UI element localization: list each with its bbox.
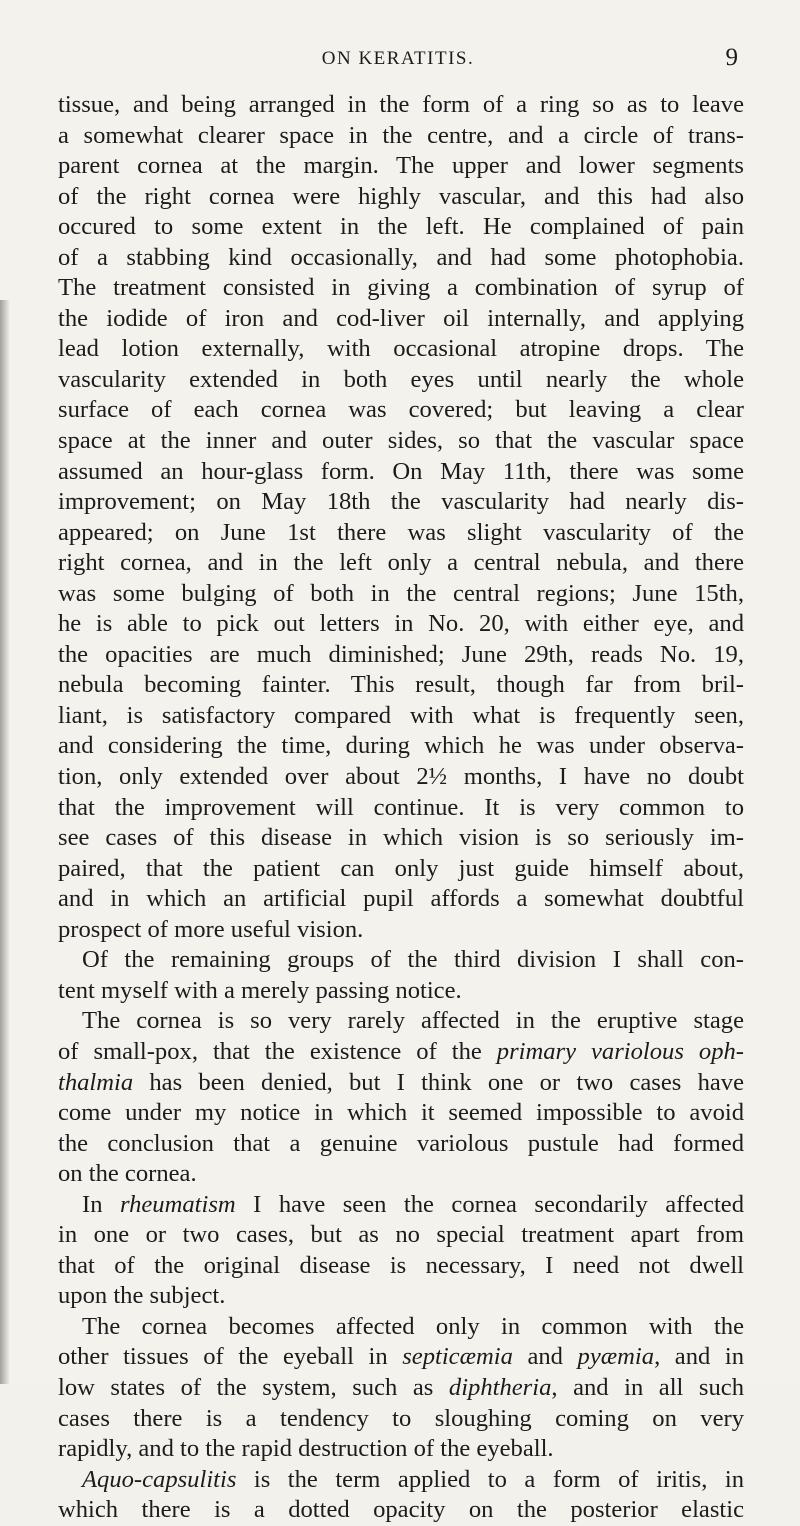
text-fragment: , and in (654, 1343, 744, 1371)
text-line: The treatment consisted in giving a combination of syrup of (58, 274, 744, 302)
text-line: that of the original disease is necessary, I need not dwell (58, 1251, 744, 1279)
body-text (58, 90, 744, 1526)
italic-term: Aquo-capsulitis (82, 1465, 237, 1493)
text-line: rapidly, and to the rapid destruction of the eyeball. (58, 1435, 554, 1463)
text-line (58, 1465, 744, 1496)
text-line: prospect of more useful vision. (58, 915, 364, 943)
text-fragment: is the term applied to a form of iritis, in (236, 1465, 744, 1493)
text-line: right cornea, and in the left only a central nebula, and there (58, 549, 744, 577)
text-line: see cases of this disease in which vision is so seriously im- (58, 824, 744, 852)
text-line: that the improvement will continue. It is very common to (58, 793, 744, 821)
text-line: the conclusion that a genuine variolous pustule had formed (58, 1129, 744, 1157)
text-line: The cornea becomes affected only in common with the (82, 1312, 744, 1340)
text-line: a somewhat clearer space in the centre, and a circle of trans- (58, 121, 744, 149)
italic-term: septicæmia (402, 1343, 513, 1371)
text-line: vascularity extended in both eyes until nearly the whole (58, 365, 744, 393)
text-line: Of the remaining groups of the third division I shall con- (82, 946, 744, 974)
text-line (58, 1190, 744, 1221)
text-line: in one or two cases, but as no special treatment apart from (58, 1221, 744, 1249)
text-line: improvement; on May 18th the vascularity had nearly dis- (58, 488, 744, 516)
text-line: space at the inner and outer sides, so that the vascular space (58, 427, 744, 455)
spine-shadow (0, 300, 10, 1384)
italic-term: primary variolous oph- (496, 1037, 744, 1065)
text-fragment: other tissues of the eyeball in (58, 1343, 403, 1371)
text-line (58, 1068, 744, 1099)
text-fragment: In (82, 1190, 120, 1218)
text-line: paired, that the patient can only just guide himself about, (58, 854, 744, 882)
text-line: nebula becoming fainter. This result, though far from bril- (58, 671, 744, 699)
text-line: assumed an hour-glass form. On May 11th, there was some (58, 457, 744, 485)
text-line: tissue, and being arranged in the form of a ring so as to leave (58, 91, 744, 118)
text-line (58, 1373, 744, 1404)
italic-term: rheumatism (119, 1190, 236, 1218)
italic-term: diphtheria (448, 1373, 552, 1401)
text-line: appeared; on June 1st there was slight vascularity of the (58, 518, 744, 546)
page-number: 9 (725, 44, 738, 71)
text-line: surface of each cornea was covered; but leaving a clear (58, 396, 744, 424)
text-fragment: has been denied, but I think one or two cases have (133, 1068, 744, 1096)
text-line: parent cornea at the margin. The upper and lower segments (58, 152, 744, 180)
text-line: the iodide of iron and cod-liver oil internally, and applying (58, 304, 744, 332)
text-line: of a stabbing kind occasionally, and had some photophobia. (58, 243, 744, 271)
text-line: and considering the time, during which he was under observa- (58, 732, 744, 760)
text-line: cases there is a tendency to sloughing coming on very (58, 1404, 744, 1432)
text-line: of the right cornea were highly vascular, and this had also (58, 182, 744, 210)
text-line: tent myself with a merely passing notice. (58, 976, 462, 1004)
text-line: upon the subject. (58, 1282, 226, 1310)
text-line: come under my notice in which it seemed impossible to avoid (58, 1099, 744, 1127)
text-line: on the cornea. (58, 1160, 197, 1188)
text-fragment: , and in all such (551, 1373, 744, 1401)
italic-term: thalmia (58, 1068, 134, 1096)
text-line: and in which an artificial pupil affords a somewhat doubtful (58, 885, 744, 913)
text-line: which there is a dotted opacity on the posterior elastic (58, 1496, 744, 1524)
running-head (58, 44, 738, 78)
text-line (58, 1342, 744, 1373)
text-fragment: low states of the system, such as (58, 1373, 449, 1401)
text-line: liant, is satisfactory compared with what is frequently seen, (58, 701, 744, 729)
text-fragment: of small-pox, that the existence of the (58, 1037, 497, 1065)
text-line: lead lotion externally, with occasional atropine drops. The (58, 335, 744, 363)
text-line: tion, only extended over about 2½ months, I have no doubt (58, 763, 744, 791)
text-fragment: I have seen the cornea secondarily affected (235, 1190, 744, 1218)
italic-term: pyæmia (577, 1343, 655, 1371)
text-line: The cornea is so very rarely affected in the eruptive stage (82, 1007, 744, 1035)
text-line: occured to some extent in the left. He complained of pain (58, 213, 744, 241)
running-title: ON KERATITIS. (321, 48, 475, 69)
text-line: was some bulging of both in the central regions; June 15th, (58, 579, 744, 607)
text-line: the opacities are much diminished; June 29th, reads No. 19, (58, 640, 744, 668)
text-fragment: and (512, 1343, 578, 1371)
text-line (58, 1037, 744, 1068)
text-line: he is able to pick out letters in No. 20, with either eye, and (58, 610, 744, 638)
